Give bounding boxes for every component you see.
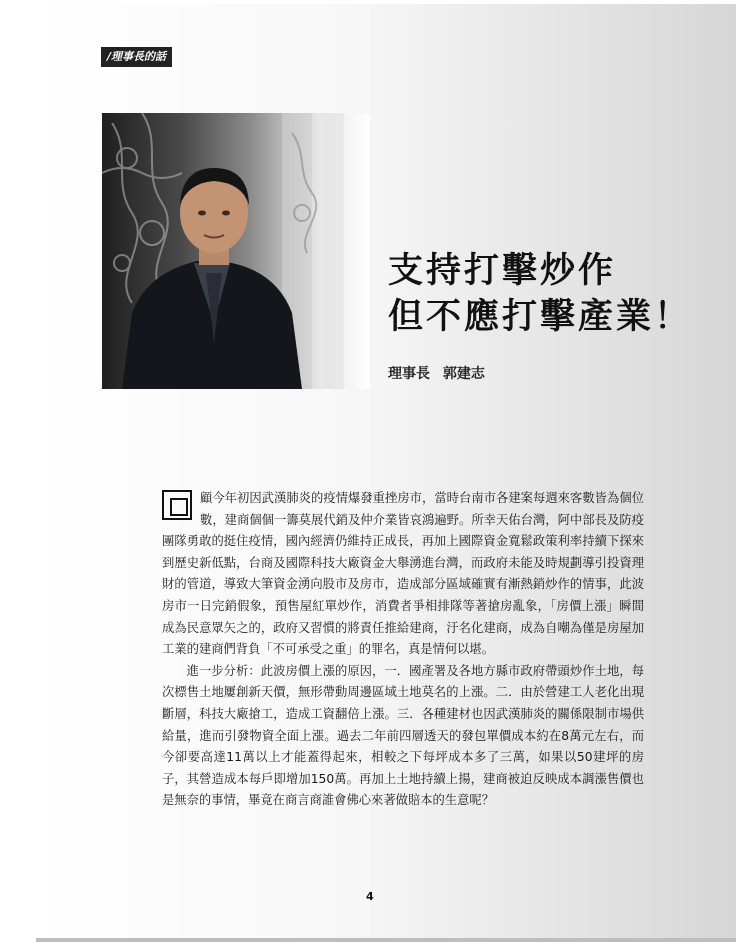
chairman-photo: [102, 113, 370, 389]
page-number: 4: [366, 890, 374, 903]
article-paragraph-2: 進一步分析：此波房價上漲的原因，一．國產署及各地方縣市政府帶頭炒作土地，每次標售土地屢創新天價，無形帶動周邊區域土地莫名的上漲。二．由於營建工人老化出現斷層，科技大廠搶工，造成工資翻倍上漲。三．各種建材也因武漢肺炎的關係限制市場供給量，進而引發物資全面上漲。過去二年前四層透天的發包單價成本約在8萬元左右，而今卻要高達11萬以上才能蓋得起來，相較之下每坪成本多了三萬，如果以50建坪的房子，其營造成本每戶即增加150萬。再加上土地持續上揚，建商被迫反映成本調漲售價也是無奈的事情，畢竟在商言商誰會佛心來著做賠本的生意呢？: [162, 663, 644, 808]
chairman-photo-illustration: [102, 113, 370, 389]
article-paragraph-1: 顧今年初因武漢肺炎的疫情爆發重挫房市，當時台南市各建案每週來客數皆為個位數，建商個個一籌莫展代銷及仲介業皆哀鴻遍野。所幸天佑台灣，阿中部長及防疫團隊勇敢的挺住疫情，國內經濟仍維持正成長，再加上國際資金寬鬆政策利率持續下探來到歷史新低點，台商及國際科技大廠資金大舉湧進台灣，而政府未能及時規劃導引投資理財的管道，導致大筆資金湧向股市及房市，造成部分區域確實有漸熱銷炒作的情事，此波房市一日完銷假象，預售屋紅單炒作，消費者爭相排隊等著搶房亂象，「房價上漲」瞬間成為民意眾矢之的，政府又習慣的將責任推給建商，汙名化建商，成為自嘲為僅是房屋加工業的建商們背負「不可承受之重」的罪名，真是情何以堪。: [162, 491, 644, 657]
headline-line-1: 支持打擊炒作: [388, 250, 617, 291]
page-bottom-edge: [36, 938, 736, 942]
article-body: [162, 488, 644, 812]
headline-line-2: 但不應打擊產業！: [388, 296, 693, 337]
author-name: 郭建志: [442, 366, 485, 382]
author-role: 理事長: [388, 366, 430, 382]
article-headline: [388, 248, 692, 340]
drop-cap-ornament: [162, 490, 192, 520]
author-byline: [388, 363, 493, 383]
section-tag: /理事長的話: [101, 47, 172, 67]
